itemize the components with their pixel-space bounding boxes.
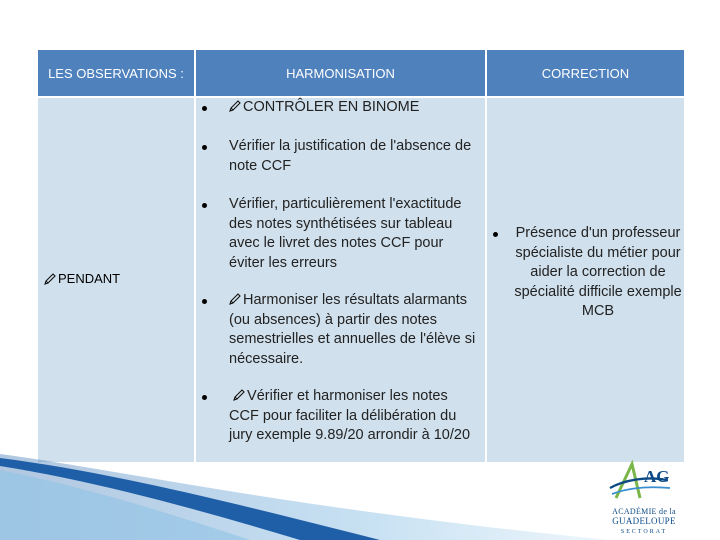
academy-logo — [604, 458, 684, 538]
observation-pendant-label: PENDANT — [58, 271, 121, 286]
decorative-swoosh — [0, 440, 610, 540]
correction-item-text: Présence d'un professeur spécialiste du métier pour aider la correction de spécialité difficile exemple MCB — [514, 225, 682, 319]
harmonisation-item-text: Vérifier et harmoniser les notes CCF pour faciliter la délibération du jury exemple 9.89/20 arrondir à 10/20 — [229, 388, 471, 443]
header-observations — [38, 50, 194, 96]
academy-logo-mark-icon — [604, 458, 684, 504]
observation-pendant — [44, 271, 120, 286]
header-correction-label: CORRECTION — [541, 65, 630, 81]
harmonisation-item-text: CONTRÔLER EN BINOME — [243, 99, 420, 115]
pen-icon — [44, 273, 56, 285]
bullet-icon — [202, 395, 207, 400]
pen-icon — [229, 293, 241, 305]
harmonisation-item-text: Harmoniser les résultats alarmants (ou absences) à partir des notes semestrielles et annuelles de l'élève si nécessaire. — [229, 292, 476, 367]
logo-line2: GUADELOUPE — [612, 516, 676, 526]
header-harmonisation — [196, 50, 485, 96]
header-correction — [487, 50, 684, 96]
logo-line3: SECTORAT — [620, 529, 668, 535]
header-observations-label: LES OBSERVATIONS : — [48, 65, 184, 81]
pen-icon — [229, 100, 241, 112]
harmonisation-item-text: Vérifier la justification de l'absence de note CCF — [229, 138, 472, 174]
logo-monogram: AG — [644, 467, 670, 486]
bullet-icon — [202, 203, 207, 208]
pen-icon — [233, 389, 245, 401]
bullet-icon — [202, 106, 207, 111]
bullet-icon — [202, 299, 207, 304]
bullet-icon — [202, 145, 207, 150]
logo-line1: ACADÉMIE de la — [612, 507, 676, 516]
bullet-icon — [493, 232, 498, 237]
harmonisation-item-text: Vérifier, particulièrement l'exactitude des notes synthétisées sur tableau avec le livret des notes CCF pour éviter les erreurs — [229, 196, 462, 271]
header-harmonisation-label: HARMONISATION — [286, 65, 395, 81]
